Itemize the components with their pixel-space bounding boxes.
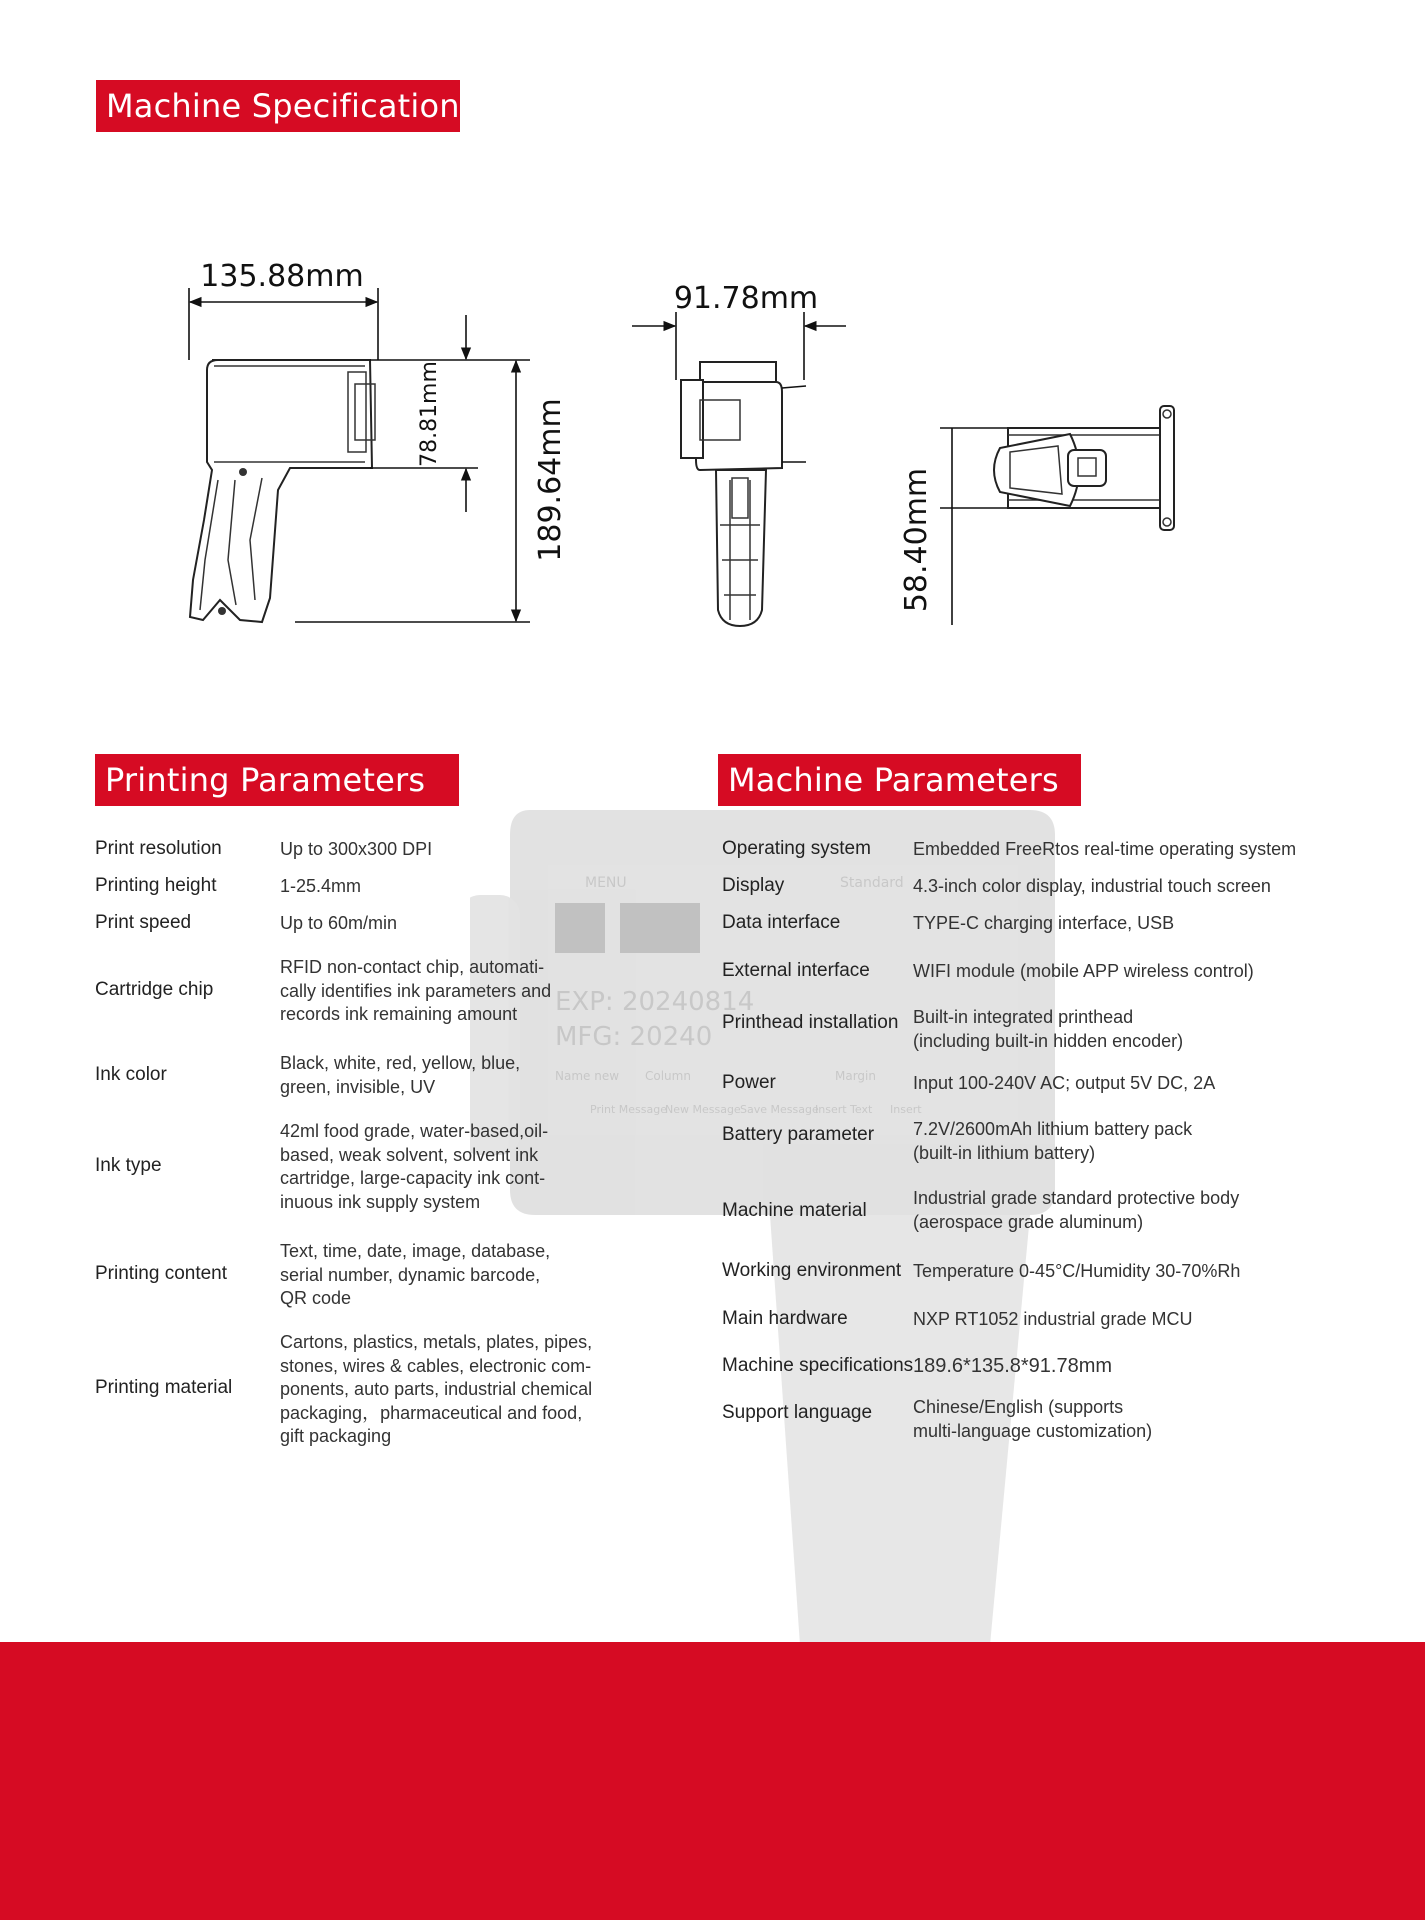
- param-value: Built-in integrated printhead (including built-in hidden encoder): [913, 1007, 1184, 1051]
- param-label: Data interface: [722, 912, 841, 933]
- watermark-name: Name new: [555, 1069, 620, 1083]
- param-value: 189.6*135.8*91.78mm: [913, 1355, 1113, 1377]
- watermark-margin: Margin: [835, 1069, 876, 1083]
- param-value: 1-25.4mm: [280, 876, 362, 896]
- side-width-dimension: 135.88mm: [200, 259, 364, 294]
- watermark-btn-1: Print Message: [590, 1103, 668, 1116]
- watermark-btn-3: Save Message: [740, 1103, 819, 1116]
- watermark-mfg: MFG: 20240: [555, 1022, 713, 1052]
- param-label: Ink color: [95, 1064, 167, 1085]
- param-value: Text, time, date, image, database, serial number, dynamic barcode, QR code: [280, 1241, 551, 1308]
- param-value: Black, white, red, yellow, blue, green, invisible, UV: [280, 1053, 521, 1097]
- param-value: Up to 60m/min: [280, 913, 398, 933]
- machine-parameters-title: Machine Parameters: [718, 754, 1081, 806]
- param-label: Print speed: [95, 912, 192, 933]
- param-label: Battery parameter: [722, 1124, 875, 1145]
- param-label: Operating system: [722, 838, 871, 859]
- watermark-column: Column: [645, 1069, 691, 1083]
- param-label: Printing content: [95, 1263, 228, 1284]
- param-label: Printing height: [95, 875, 217, 896]
- param-value: Chinese/English (supports multi-language customization): [913, 1397, 1153, 1441]
- param-value: Embedded FreeRtos real-time operating system: [913, 839, 1297, 859]
- param-label: Printing material: [95, 1377, 233, 1398]
- param-value: Temperature 0-45°C/Humidity 30-70%Rh: [913, 1261, 1241, 1281]
- watermark-btn-4: Insert Text: [815, 1103, 873, 1116]
- param-label: Cartridge chip: [95, 979, 214, 1000]
- param-value: Industrial grade standard protective body (aerospace grade aluminum): [913, 1188, 1240, 1232]
- param-label: Print resolution: [95, 838, 222, 859]
- param-value: 42ml food grade, water-based,oil- based, weak solvent, solvent ink cartridge, large-capacity ink cont- inuous ink supply system: [280, 1121, 549, 1212]
- head-height-dimension: 78.81mm: [417, 361, 442, 467]
- param-label: Display: [722, 875, 785, 896]
- param-value: WIFI module (mobile APP wireless control): [913, 961, 1254, 981]
- param-label: Ink type: [95, 1155, 162, 1176]
- param-label: Main hardware: [722, 1308, 848, 1329]
- param-label: External interface: [722, 960, 870, 981]
- watermark-mode: Standard: [840, 875, 904, 891]
- param-label: Working environment: [722, 1260, 902, 1281]
- watermark-btn-5: Insert: [890, 1103, 922, 1116]
- watermark-btn-2: New Message: [665, 1103, 741, 1116]
- param-value: NXP RT1052 industrial grade MCU: [913, 1309, 1193, 1329]
- param-label: Printhead installation: [722, 1012, 899, 1033]
- param-value: RFID non-contact chip, automati- cally identifies ink parameters and records ink remaining amount: [280, 957, 552, 1024]
- param-value: 7.2V/2600mAh lithium battery pack (built-in lithium battery): [913, 1119, 1193, 1163]
- dimension-drawings: [0, 0, 1425, 700]
- footer-band: [0, 1642, 1425, 1920]
- machine-specifications-title: Machine Specifications: [96, 80, 460, 132]
- param-label: Machine material: [722, 1200, 867, 1221]
- total-height-dimension: 189.64mm: [533, 398, 568, 562]
- param-label: Support language: [722, 1402, 873, 1423]
- printing-parameters-title: Printing Parameters: [95, 754, 459, 806]
- param-value: Input 100-240V AC; output 5V DC, 2A: [913, 1073, 1216, 1093]
- param-label: Power: [722, 1072, 776, 1093]
- front-width-dimension: 91.78mm: [673, 281, 819, 316]
- param-value: TYPE-C charging interface, USB: [913, 913, 1175, 933]
- front-view-drawing: [632, 281, 846, 626]
- param-value: Up to 300x300 DPI: [280, 839, 433, 859]
- side-view-drawing: [189, 259, 568, 622]
- top-depth-dimension: 58.40mm: [899, 467, 934, 613]
- param-value: Cartons, plastics, metals, plates, pipes, stones, wires & cables, electronic com- ponents, auto parts, industrial chemical packaging，pharmaceutical and food, gift packaging: [280, 1332, 593, 1446]
- top-view-drawing: [899, 406, 1174, 625]
- param-value: 4.3-inch color display, industrial touch screen: [913, 876, 1271, 896]
- watermark-exp: EXP: 20240814: [555, 987, 755, 1017]
- param-label: Machine specifications: [722, 1355, 914, 1376]
- watermark-menu: MENU: [585, 875, 627, 891]
